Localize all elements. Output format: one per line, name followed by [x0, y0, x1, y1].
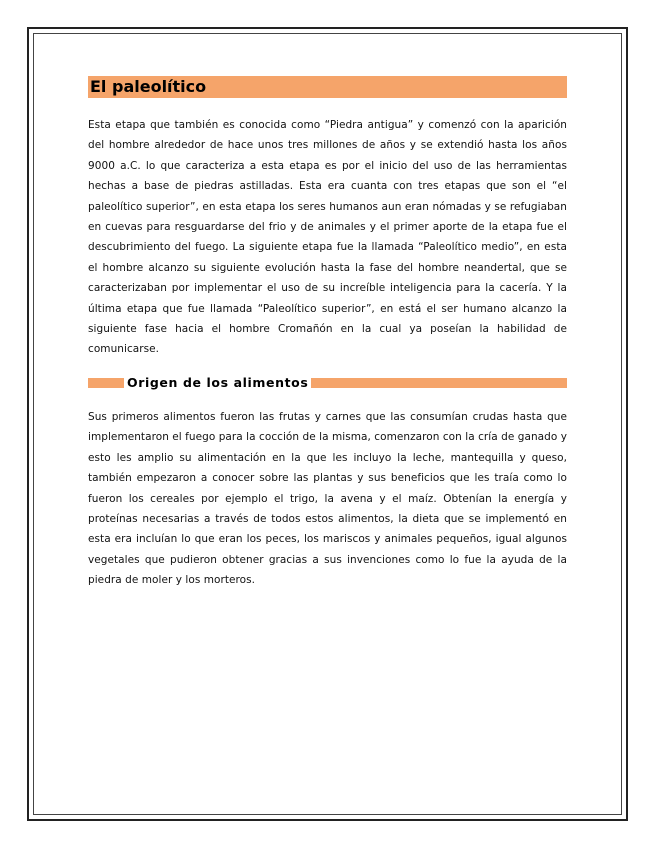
subsection-title: Origen de los alimentos	[127, 375, 309, 391]
section-title: El paleolítico	[88, 76, 567, 98]
paragraph-alimentos: Sus primeros alimentos fueron las frutas y carnes que las consumían crudas hasta que implementaron el fuego para la cocción de la misma, comenzaron con la cría de ganado y esto les amplio su alimentación en la que les incluyo la leche, mantequilla y queso, también empezaron a conocer sobre las plantas y sus beneficios que les traía como lo fueron los cereales por ejemplo el trigo, la avena y el maíz. Obtenían la energía y proteínas necesarias a través de todos estos alimentos, la dieta que se implementó en esta era incluían lo que eran los peces, los mariscos y animales pequeños, igual algunos vegetales que pudieron obtener gracias a sus invenciones como lo fue la ayuda de la piedra de moler y los morteros.	[88, 410, 567, 587]
heading-band-right	[311, 378, 567, 388]
document-body	[88, 76, 567, 591]
heading-band-left	[88, 378, 124, 388]
subsection-heading	[88, 374, 567, 392]
paragraph-paleolitico: Esta etapa que también es conocida como “Piedra antigua” y comenzó con la aparición del hombre alrededor de hace unos tres millones de años y se extendió hasta los años 9000 a.C. lo que caracteriza a esta etapa es por el inicio del uso de las herramientas hechas a base de piedras astilladas. Esta era cuanta con tres etapas que son el “el paleolítico superior”, en esta etapa los seres humanos aun eran nómadas y se refugiaban en cuevas para resguardarse del frio y de animales y el primer aporte de la etapa fue el descubrimiento del fuego. La siguiente etapa fue la llamada “Paleolítico medio”, en esta el hombre alcanzo su siguiente evolución hasta la fase del hombre neandertal, que se caracterizaban por implementar el uso de su increíble inteligencia para la cacería. Y la última etapa que fue llamada “Paleolítico superior”, en está el ser humano alcanzo la siguiente fase hacia el hombre Cromañón en la cual ya poseían la habilidad de comunicarse.	[88, 119, 567, 356]
